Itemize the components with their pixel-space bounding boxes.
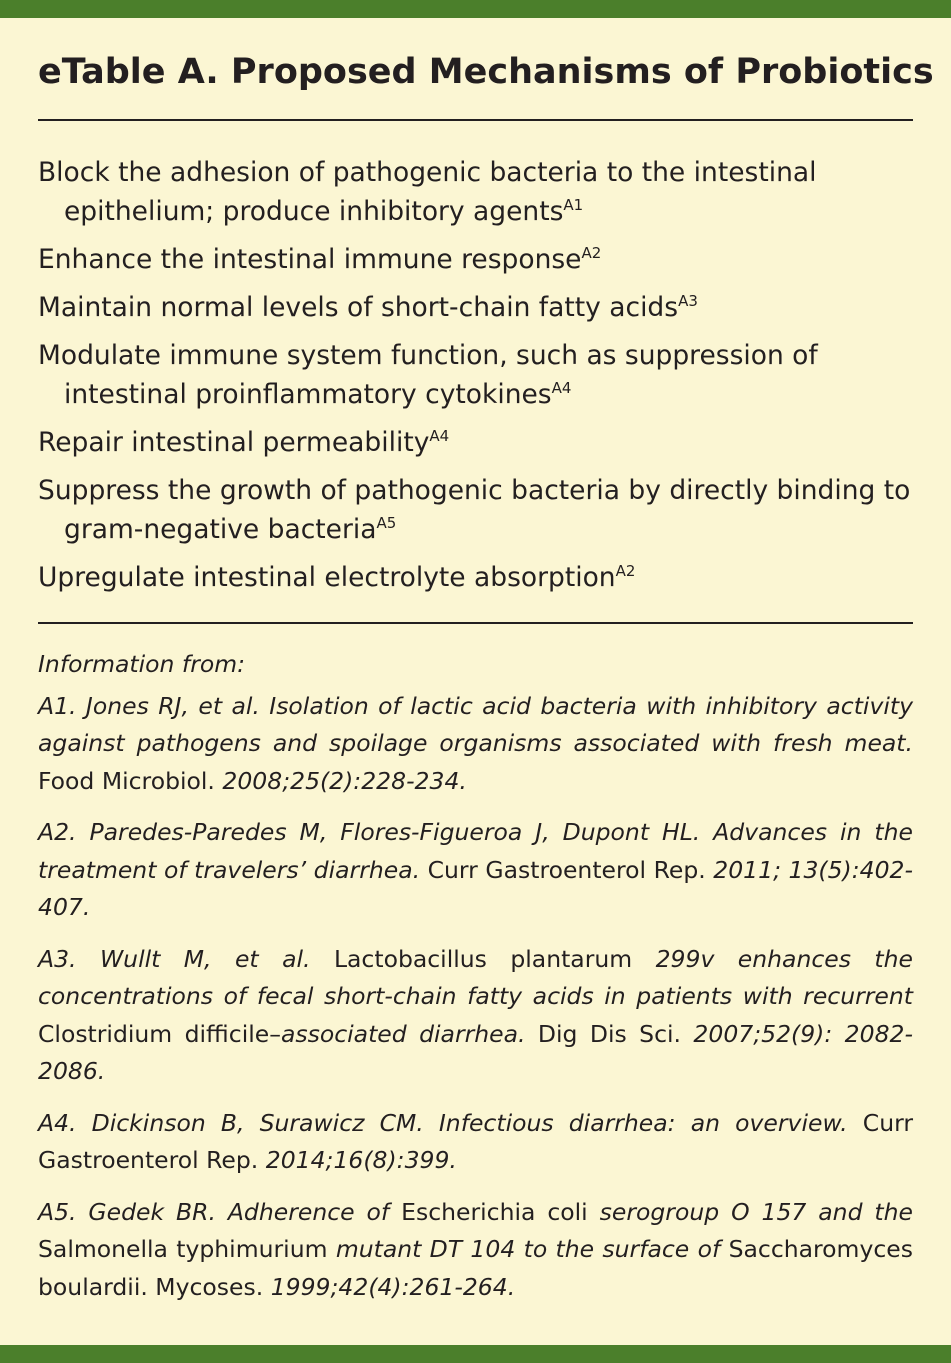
mechanism-item xyxy=(38,558,918,597)
mechanism-text: Block the adhesion of pathogenic bacteria to the intestinal epithelium; produce inhibitory agents xyxy=(38,157,817,227)
mechanism-list xyxy=(38,153,918,606)
reference-authors: A3. Wullt M, et al. xyxy=(38,944,311,973)
mechanism-item xyxy=(38,471,918,549)
top-border-bar xyxy=(0,0,951,18)
references-section xyxy=(38,646,913,1320)
reference-citation: 2007;52(9): 2082-2086. xyxy=(38,1019,913,1085)
reference-marker: A3 xyxy=(678,292,698,310)
mechanism-item xyxy=(38,336,918,414)
reference-title-part: serogroup O 157 and the xyxy=(599,1197,913,1226)
mechanism-text: Enhance the intestinal immune response xyxy=(38,244,582,275)
reference-marker: A2 xyxy=(615,562,636,580)
reference-authors-title: A1. Jones RJ, et al. Isolation of lactic acid bacteria with inhibitory activity against pathogens and spoilage organisms associated with fresh meat. xyxy=(38,691,913,757)
reference-marker: A4 xyxy=(551,379,572,397)
reference-citation: 2011; 13(5):402-407. xyxy=(38,855,913,921)
reference-a3 xyxy=(38,941,913,1091)
reference-organism: Salmonella typhimurium xyxy=(38,1235,328,1263)
references-heading: Information from: xyxy=(38,650,246,678)
reference-organism: Clostridium difficile– xyxy=(38,1019,281,1048)
mechanism-text: Repair intestinal permeability xyxy=(38,427,430,458)
reference-journal: Food Microbiol. xyxy=(38,766,215,795)
reference-a5 xyxy=(38,1194,913,1307)
title-divider xyxy=(38,119,913,121)
reference-a4 xyxy=(38,1105,913,1180)
mechanism-text: Modulate immune system function, such as suppression of intestinal proinflammatory cytokines xyxy=(38,340,818,410)
reference-citation: 2014;16(8):399. xyxy=(265,1146,457,1174)
reference-organism: Lactobacillus plantarum xyxy=(333,944,633,973)
reference-organism: Saccharomyces boulardii. xyxy=(38,1235,913,1301)
mechanism-text: Maintain normal levels of short-chain fatty acids xyxy=(38,292,679,323)
mechanism-text: Upregulate intestinal electrolyte absorption xyxy=(38,562,616,593)
reference-marker: A2 xyxy=(581,244,602,262)
mechanism-item xyxy=(38,153,918,231)
reference-authors-title: A2. Paredes-Paredes M, Flores-Figueroa J, Dupont HL. Advances in the treatment of travelers’ diarrhea. xyxy=(38,818,913,884)
reference-marker: A1 xyxy=(563,196,584,214)
bottom-border-bar xyxy=(0,1345,951,1363)
reference-a1 xyxy=(38,688,913,801)
reference-marker: A4 xyxy=(429,427,450,445)
reference-organism: Escherichia coli xyxy=(401,1197,588,1226)
mechanism-text: Suppress the growth of pathogenic bacteria by directly binding to gram-negative bacteria xyxy=(38,475,911,545)
reference-citation: 1999;42(4):261-264. xyxy=(270,1272,516,1301)
reference-title-part: mutant DT 104 to the surface of xyxy=(335,1235,721,1263)
table-title: eTable A. Proposed Mechanisms of Probiotics xyxy=(38,52,934,92)
reference-citation: 2008;25(2):228-234. xyxy=(222,766,467,795)
reference-marker: A5 xyxy=(376,514,397,532)
reference-journal: Curr Gastroenterol Rep. xyxy=(427,855,706,884)
mechanism-item xyxy=(38,240,918,279)
mechanism-item xyxy=(38,423,918,462)
reference-title-part: associated diarrhea. xyxy=(280,1019,526,1048)
reference-authors-title: A4. Dickinson B, Surawicz CM. Infectious diarrhea: an overview. xyxy=(38,1108,848,1137)
reference-journal: Dig Dis Sci. xyxy=(537,1019,681,1048)
list-divider xyxy=(38,622,913,624)
reference-journal: Mycoses. xyxy=(155,1272,264,1301)
mechanism-item xyxy=(38,288,918,327)
reference-journal: Curr Gastroenterol Rep. xyxy=(38,1108,913,1174)
reference-title-part: 299v enhances the concentrations of fecal short-chain fatty acids in patients with recurrent xyxy=(38,944,913,1010)
reference-a2 xyxy=(38,814,913,927)
reference-authors-title: A5. Gedek BR. Adherence of xyxy=(38,1197,390,1226)
